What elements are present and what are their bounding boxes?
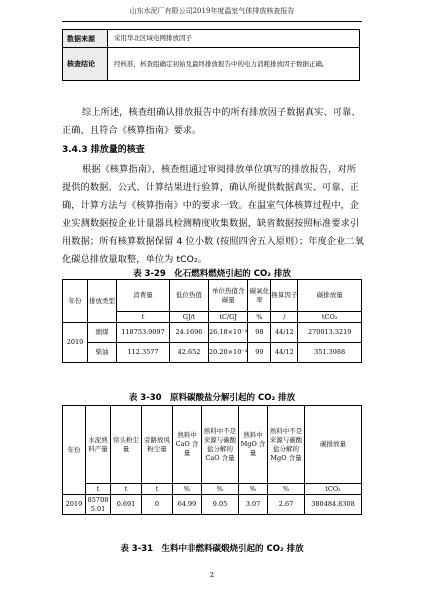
unit-cell: t bbox=[117, 312, 170, 323]
oxidation-cell: 99 bbox=[248, 343, 271, 363]
conclusion-label: 核查结论 bbox=[63, 48, 108, 81]
mgo-non-cell: 2.67 bbox=[268, 495, 305, 515]
col-header-type: 排放类型 bbox=[88, 280, 117, 323]
table-30-caption: 表 3-30 原料碳酸盐分解引起的 CO₂ 排放 bbox=[128, 393, 296, 403]
col-header-ncv: 低位热值 bbox=[170, 280, 209, 312]
carbonate-emission-table bbox=[62, 405, 362, 515]
unit-cell: / bbox=[271, 312, 298, 323]
unit-cell: GJ/t bbox=[170, 312, 209, 323]
col-header-carbon: 单位热值含碳量 bbox=[209, 280, 248, 312]
section-title: 排放量的核查 bbox=[90, 145, 145, 155]
verification-table bbox=[62, 29, 360, 81]
table-31-caption: 表 3-31 生料中非燃料碳煅烧引起的 CO₂ 排放 bbox=[120, 544, 304, 554]
page-header: 山东水泥厂有限公司2019年度温室气体排放核查报告 bbox=[129, 7, 295, 15]
unit-cell: t bbox=[86, 484, 111, 495]
unit-cell: % bbox=[239, 484, 268, 495]
col-header-kiln-dust: 窑头粉尘量 bbox=[111, 406, 142, 484]
fossil-fuel-emission-table bbox=[62, 279, 362, 363]
carbon-cell: 26.18×10⁻³ bbox=[209, 323, 248, 343]
emission-paragraph: 根据《核算指南》，核查组通过审阅排放单位填写的排放报告，对所提供的数据、公式、计算结果进行验算，确认所提供数据真实、可靠、正确，计算方法与《核算指南》中的要求一致。在温室气体核算过程中，企业实测数据按企业计量器具检测精度收集数据，缺省数据按照标准要求引用数据；所有核算数据保留 4 位小数 (按照四舍五入原则）；年度企业二氧化碳总排放量取整，单位为 tCO₂。 bbox=[62, 164, 365, 265]
table-unit-row bbox=[63, 484, 362, 495]
cao-non-cell: 9.05 bbox=[202, 495, 239, 515]
conclusion-value: 经核准，核查组确定初始及最终排放报告中的电力消耗排放因子数据正确。 bbox=[108, 48, 360, 81]
unit-cell: tC/GJ bbox=[209, 312, 248, 323]
type-cell: 烟煤 bbox=[88, 323, 117, 343]
col-header-mgo-non: 熟料中不是来源与碳酸盐分解的 MgO 含量 bbox=[268, 406, 305, 484]
ncv-cell: 24.1696 bbox=[170, 323, 209, 343]
table-header-row bbox=[63, 280, 362, 312]
emission-cell: 270013.3219 bbox=[298, 323, 362, 343]
year-cell: 2019 bbox=[63, 323, 88, 363]
table-row bbox=[63, 323, 362, 343]
col-header-year: 年份 bbox=[63, 280, 88, 323]
col-header-mgo: 熟料中 MgO 含量 bbox=[239, 406, 268, 484]
emission-cell: 351.3988 bbox=[298, 343, 362, 363]
table-29-caption: 表 3-29 化石燃料燃烧引起的 CO₂ 排放 bbox=[133, 269, 291, 279]
section-heading bbox=[62, 142, 145, 155]
unit-cell: t bbox=[111, 484, 142, 495]
col-header-consumption: 消费量 bbox=[117, 280, 170, 312]
table-row bbox=[63, 495, 362, 515]
data-source-value: 采用华北区域电网排放因子 bbox=[108, 30, 360, 48]
col-header-cao-non: 熟料中不是来源与碳酸盐分解的 CaO 含量 bbox=[202, 406, 239, 484]
unit-cell: % bbox=[202, 484, 239, 495]
year-cell: 2019 bbox=[63, 495, 86, 515]
unit-cell: % bbox=[248, 312, 271, 323]
table-row bbox=[63, 30, 360, 48]
unit-cell: tCO₂ bbox=[298, 312, 362, 323]
col-header-factor: 换算因子 bbox=[271, 280, 298, 312]
col-header-bypass-dust: 旁路放风粉尘量 bbox=[142, 406, 173, 484]
kiln-dust-cell: 0.691 bbox=[111, 495, 142, 515]
col-header-clinker: 水泥熟料产量 bbox=[86, 406, 111, 484]
unit-cell: % bbox=[268, 484, 305, 495]
header-rule bbox=[62, 21, 362, 22]
consumption-cell: 118753.9097 bbox=[117, 323, 170, 343]
table-header-row bbox=[63, 406, 362, 484]
data-source-label: 数据来源 bbox=[63, 30, 108, 48]
mgo-cell: 3.07 bbox=[239, 495, 268, 515]
bypass-dust-cell: 0 bbox=[142, 495, 173, 515]
oxidation-cell: 98 bbox=[248, 323, 271, 343]
emission-cell: 380484.8308 bbox=[305, 495, 362, 515]
page-number: 2 bbox=[209, 571, 215, 579]
col-header-oxidation: 碳氧化率 bbox=[248, 280, 271, 312]
col-header-cao: 熟料中 CaO 含量 bbox=[173, 406, 202, 484]
unit-cell: tCO₂ bbox=[305, 484, 362, 495]
col-header-emission: 碳排放量 bbox=[305, 406, 362, 484]
unit-cell: % bbox=[173, 484, 202, 495]
cao-cell: 64.99 bbox=[173, 495, 202, 515]
clinker-cell: 857085.01 bbox=[86, 495, 111, 515]
ncv-cell: 42.652 bbox=[170, 343, 209, 363]
col-header-year: 年份 bbox=[63, 406, 86, 495]
consumption-cell: 112.3577 bbox=[117, 343, 170, 363]
table-row bbox=[63, 343, 362, 363]
factor-cell: 44/12 bbox=[271, 343, 298, 363]
factor-cell: 44/12 bbox=[271, 323, 298, 343]
section-number: 3.4.3 bbox=[62, 145, 88, 155]
type-cell: 柴油 bbox=[88, 343, 117, 363]
carbon-cell: 20.20×10⁻³ bbox=[209, 343, 248, 363]
unit-cell: t bbox=[142, 484, 173, 495]
table-row bbox=[63, 48, 360, 81]
conclusion-paragraph: 综上所述，核查组确认排放报告中的所有排放因子数据真实、可靠、正确，且符合《核算指南》要求。 bbox=[62, 107, 361, 136]
col-header-emission: 碳排放量 bbox=[298, 280, 362, 312]
